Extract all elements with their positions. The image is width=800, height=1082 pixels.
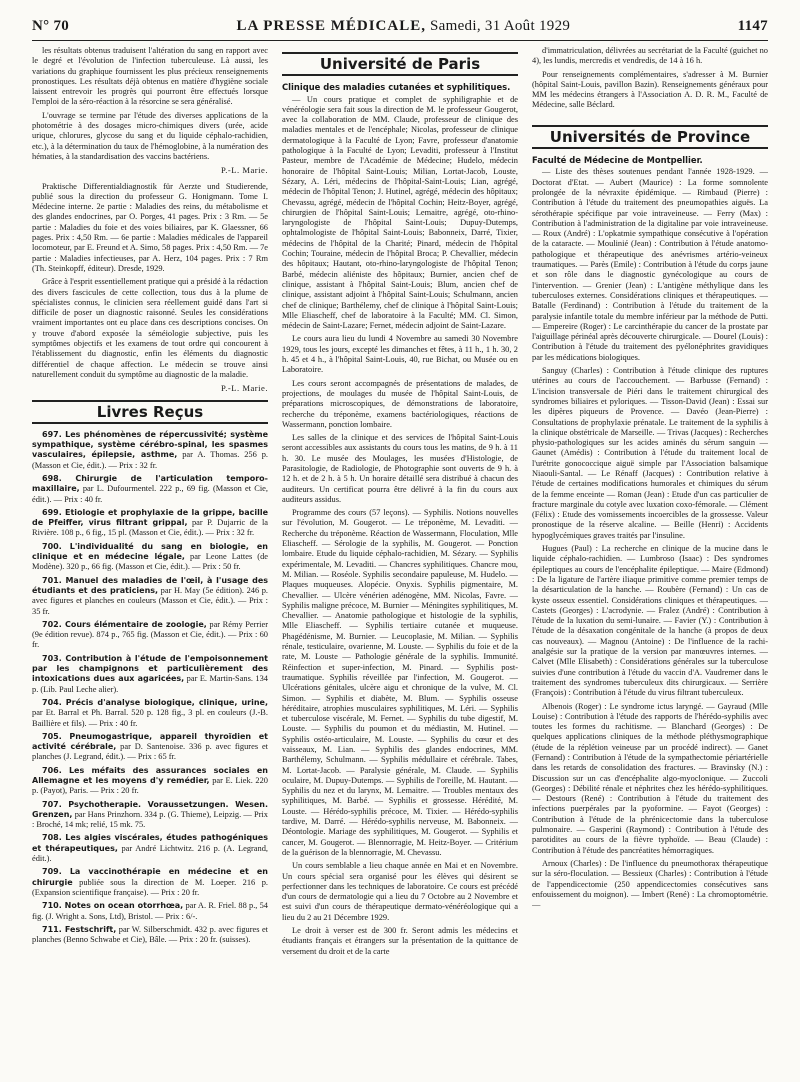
section-title-universite-paris: Université de Paris <box>282 52 518 76</box>
book-details: par H. May (5e édition). 246 p. avec figures et planches en couleurs (Masson et Cie, édit.). — Prix : 35 fr. <box>32 585 268 616</box>
columns <box>32 46 768 1074</box>
book-details: par A. Thomas. 256 p. (Masson et Cie, édit.). — Prix : 32 fr. <box>32 450 268 470</box>
book-entry <box>32 925 268 946</box>
book-details: par Hans Prinzhorn. 334 p. (G. Thieme), Leipzig. — Prix : Broché, 14 mk; relié, 15 mk. 75. <box>32 809 268 830</box>
book-entry <box>32 698 268 729</box>
journal-name: LA PRESSE MÉDICALE, <box>236 17 426 34</box>
book-title: 705. Pneumogastrique, appareil thyroïdien et activité cérébrale, <box>32 731 268 752</box>
book-title: 702. Cours élémentaire de zoologie, <box>42 619 207 629</box>
issue-date: Samedi, 31 Août 1929 <box>430 17 571 34</box>
book-details: par E. Martin-Sans. 134 p. (Lib. Paul Leche alier). <box>32 674 268 694</box>
book-entry <box>32 542 268 573</box>
book-entry <box>32 833 268 864</box>
book-title: 704. Précis d'analyse biologique, clinique, urine, <box>42 697 268 707</box>
book-details: par P. Dujarric de la Rivière. 108 p., 6 fig., 15 pl. (Masson et Cie, édit.). — Prix : 32 fr. <box>32 518 268 538</box>
journal-title <box>237 18 571 35</box>
book-entry <box>32 867 268 898</box>
book-title: 709. La vaccinothérapie en médecine et en chirurgie <box>32 867 268 887</box>
book-title: 697. Les phénomènes de répercussivité; système sympathique, système cérébro-spinal, les spasmes vasculaires, épilepsie, asthme, <box>32 429 268 460</box>
paragraph: Sanguy (Charles) : Contribution à l'étude clinique des ruptures utérines au cours de l'accouchement. — Barbusse (Fernand) : L'incision transversale de Piéri dans le traitement chirurgical des syndromes biliaires et pyloriques. — Tisson-David (Jean) : Essai sur les dipères piqueurs de Provence. — Davéo (Jean-Pierre) : Consultations de prophylaxie prénatale. Le traitement de la syphilis à la clinique obstétricale de Marseille. — Trivas (Jacques) : Recherches physio-pathologiques sur les acides aminés du sérum sanguin — Gaunet (Amédis) : Contribution à l'étude du traitement local de l'urétrite gonococcique aiguë simple par l'Association balsamique Niaouli-Santal. — Le Rénaff (Jacques) : Contribution relative à l'étude de certaines modifications humorales et chimiques du sérum de la femme enceinte — Roman (Jean) : Etude d'un cas particulier de fracture marginale du cotyle avec luxation coxo-fémorale. — Clément (Félix) : Etude des vomissements incoercibles de la grossesse. Valeur pronostique de la réserve alcaline. — Beille (Henri) : Accidents hypoglycémiques graves traités par l'insuline. <box>532 366 768 540</box>
review-heading-paragraph: Praktische Differentialdiagnostik für Aerzte und Studierende, publié sous la direction du professeur G. Honigmann. Tome I. Médecine interne. 2e partie : Maladies des reins, du métabolisme et des glandes endocrines, par O. Porges, 41 pages. Prix : 3 Rm. — 5e partie : Maladies du foie et des voies biliaires, par K. Glaessner, 66 pages. Prix : 4,50 Rm. — 6e partie : Maladies médicales de l'appareil locomoteur, par E. Freund et A. Simo, 58 pages. Prix : 4,50 Rm. — 7e partie : Maladies infectieuses, par A. Herz, 104 pages. Prix : 7 Rm (Th. Steinkopff, éditeur). Dresde, 1929. <box>32 181 268 273</box>
book-title: 711. Festschrift, <box>42 924 117 934</box>
book-details: par D. Santenoise. 336 p. avec figures et planches (J. Legrand, édit.). — Prix : 65 fr. <box>32 742 268 762</box>
signature: P.-L. Marie. <box>220 383 268 394</box>
book-title: 710. Notes on ocean otorrhœa, <box>42 901 184 911</box>
book-details: par W. Silberschmidt. 432 p. avec figures et planches (Benno Schwabe et Cie), Bâle. — Prix : 20 fr. (suisses). <box>32 924 268 945</box>
book-entry <box>32 732 268 763</box>
column-1 <box>32 46 268 1074</box>
paragraph: d'immatriculation, délivrées au secrétariat de la Faculté (guichet no 4), les lundis, mercredis et vendredis, de 14 à 16 h. <box>532 46 768 66</box>
issue-number: N° 70 <box>32 17 70 34</box>
book-title: 701. Manuel des maladies de l'œil, à l'usage des étudiants et des praticiens, <box>32 575 268 595</box>
book-title: 707. Psychotherapie. Voraussetzungen. Wesen. Grenzen, <box>32 799 268 819</box>
paragraph: Le cours aura lieu du lundi 4 Novembre au samedi 30 Novembre 1929, tous les jours, excepté les dimanches et fêtes, à 11 h., 1 h. 30, 2 h. 45 et 4 h., à l'hôpital Saint-Louis, 40, rue Bichat, ou Musée ou en Laboratoire. <box>282 334 518 375</box>
paragraph: Un cours semblable a lieu chaque année en Mai et en Novembre. Un cours spécial sera organisé pour les élèves qui désirent se perfectionner dans les techniques de laboratoire. Ce cours est précédé d'un cours de dermatologie qui a lieu du 7 Octobre au 2 Novembre et est suivi d'un cours de thérapeutique dermato-vénéréologique qui a lieu du 2 au 21 Décembre 1929. <box>282 861 518 922</box>
paragraph: Les salles de la clinique et des services de l'hôpital Saint-Louis seront accessibles aux assistants du cours tous les matins, de 9 h. à 11 h. 30. Le musée des Moulages, les musées d'Histologie, de Parasitologie, de Radiologie, de Photographie sont ouverts de 9 h. à 12 h. et de 2 h. à 5 h. Un horaire détaillé sera distribué à chacun des auditeurs. Un certificat pourra être délivré à la fin du cours aux auditeurs assidus. <box>282 433 518 504</box>
section-title-livres-recus: Livres Reçus <box>32 400 268 424</box>
header-rule <box>32 40 768 41</box>
book-entry <box>32 430 268 471</box>
subsection-title: Clinique des maladies cutanées et syphilitiques. <box>282 82 511 93</box>
paragraph: Pour renseignements complémentaires, s'adresser à M. Burnier (hôpital Saint-Louis, pavillon Bazin). Renseignements généraux pour MM les médecins étrangers à l'Association A. D. R. M., Faculté de Médecine, salle Béclard. <box>532 69 768 110</box>
program-paragraph: Programme des cours (57 leçons). — Syphilis. Notions nouvelles sur l'évolution, M. Gougerot. — Le tréponème, M. Levaditi. — Recherche du tréponème. Réaction de Wassermann, Floculation, Mlle Eliascheff. — Sérologie de la syphilis, M. Gougerot. — Ponction lombaire. Etude du liquide céphalo-rachidien, M. Sézary. — Syphilis expérimentale, M. Levaditi. — Chancres syphilitiques. Chancre mou, M. Milian. — Roséole. Syphilis secondaire papuleuse, M. Hudelo. — Plaques muqueuses. Alopécie. Onyxis. Syphilis pigmentaire, M. Chevallier. — Ulcère vénérien adénogène, MM. Nicolas, Favre. — Syphilis maligne précoce, M. Burnier — Méningites syphilitiques, M. Chevallier. — Anatomie pathologique et histologie de la syphilis, Mlle Eliascheff. — Syphilis tertiaire cutanée et muqueuse. Phagédénisme, M. Burnier. — Leucoplasie, M. Milian. — Syphilis rénale, testiculaire, ovarienne, M. Louste. — Syphilis du foie et de la rate, M. Louste — Pathologie générale de la syphilis. Immunité. Réinfection et super-infection, M. Pinard. — Syphilis post-traumatique. Syphilis réveillée par l'infection, M. Gougerot. — Ulcérations génitales, ulcère aigu et chronique de la vulve, M. Cl. Simon. — Syphilis et diabète, M. Blum. — Syphilis osseuse héréditaire, atrophies musculaires syphilitiques, M. Léri. — Syphilis et tuberculose viscérale, M. Fernet. — Syphilis du tube digestif, M. Louste. — Syphilis du poumon et du médiastin, M. Hutinel. — Syphilis ostéo-articulaire, M. Louste. — Syphilis du cœur et des vaisseaux, M. Lian. — Syphilis des glandes endocrines, MM. Barthélemy, Schulmann. — Syphilis médullaire et cérébrale. Tabes, M. Lortat-Jacob. — Paralysie générale, M. Claude. — Syphilis oculaire, M. Dupuy-Dutemps. — Syphilis de l'oreille, M. Hautant. — Syphilis du nez et du larynx, M. Lemaitre. — Troubles mentaux des syphilitiques, M. Barbé. — Syphilis et grossesse. Hérédité, M. Louste. — Hérédo-syphilis précoce, M. Tixier. — Hérédo-syphilis tardive, M. Darré. — Hérédo-syphilis nerveuse, M. Babonneix. — Déontologie. Mariage des syphilitiques, M. Gougerot. — Syphilis et cancer, M. Gougerot. — Blennorragie, M. Heitz-Boyer. — Critérium de la guérison de la blennorragie, M. Chevassu. <box>282 508 518 857</box>
book-details: publiée sous la direction de M. Loeper. 216 p. (Expansion scientifique française). — Prix : 20 fr. <box>32 877 268 897</box>
subsection-title: Faculté de Médecine de Montpellier. <box>532 155 703 166</box>
book-entry <box>32 901 268 922</box>
book-details: par Leone Lattes (de Modène). 320 p., 66 fig. (Masson et Cie, édit.). — Prix : 50 fr. <box>32 552 268 572</box>
book-entry <box>32 654 268 695</box>
book-title: 698. Chirurgie de l'articulation temporo-maxillaire, <box>32 473 268 494</box>
book-entry <box>32 620 268 651</box>
book-entry <box>32 508 268 539</box>
paragraph: Les cours seront accompagnés de présentations de malades, de projections, de moulages du musée de l'hôpital Saint-Louis, de préparations microscopiques, de démonstrations de laboratoire, recherche du tréponème, examens bactériologiques, réactions de Wassermann, ponction lombaire. <box>282 378 518 429</box>
signature: P.-L. Marie. <box>220 165 268 176</box>
book-title: 700. L'individualité du sang en biologie, en clinique et en médecine légale, <box>32 541 268 562</box>
book-entry <box>32 800 268 831</box>
book-title: 703. Contribution à l'étude de l'empoisonnement par les champignons et particulièrement des intoxications dues aux agaricées, <box>32 653 268 684</box>
section-title-universites-province: Universités de Province <box>532 125 768 149</box>
book-entry <box>32 576 268 617</box>
book-entry <box>32 766 268 797</box>
book-details: par L. Dufourmentel. 222 p., 69 fig. (Masson et Cie, édit.). — Prix : 40 fr. <box>32 484 268 504</box>
paragraph: — Un cours pratique et complet de syphiligraphie et de vénéréologie sera fait sous la direction de M. le professeur Gougerot, avec la collaboration de MM. Claude, professeur de clinique des maladies mentales et de l'encéphale; Nicolas, professeur de clinique dermatologique à la Faculté de Lyon; Favre, professeur d'anatomie pathologique à la Faculté de Lyon; Levaditi, professeur à l'Institut Pasteur, membre de l'Académie de Médecine; Hudelo, médecin honoraire de l'hôpital Saint-Louis; Milian, Lortat-Jacob, Louste, Sézary, A. Léri, médecins de l'hôpital-Saint-Louis; Lian, agrégé, médecin de l'hôpital Tenon; J. Hutinel, agrégé, médecin des hôpitaux; Chevassu, agrégé, médecin de l'hôpital Cochin; Heitz-Boyer, agrégé, chirurgien de l'hôpital Saint-Louis; Lemaitre, agrégé, oto-rhino-laryngologiste de l'hôpital Saint-Louis; Dupuy-Dutemps, ophtalmologiste de l'hôpital Saint-Louis; Babonneix, Darré, Tixier, médecins de l'hôpital de la Charité; Pinard, médecin de l'hôpital Cochin; Touraine, médecin de l'hôpital Broca; P. Chevallier, médecin des hôpitaux; Hautant, oto-rhino-laryngologiste de l'hôpital Tenon; Barbé, médecin aliéniste des hôpitaux; Burnier, ancien chef de clinique, assistant à l'hôpital Saint-Louis; Blum, ancien chef de clinique, assistant adjoint à l'hôpital Saint-Louis; Schulmann, ancien chef de clinique; Barthélemy, chef de clinique à l'hôpital Saint-Louis; Mlle Eliascheff, chef de laboratoire à la Faculté; MM. Cl. Simon, médecin de Saint-Lazare; Fernet, médecin adjoint de Saint-Lazare. <box>282 94 518 331</box>
paragraph: Le droit à verser est de 300 fr. Seront admis les médecins et étudiants français et étrangers sur la présentation de la quittance de versement du droit et de la carte <box>282 926 518 956</box>
book-details: par Et. Barral et Ph. Barral. 520 p. 128 fig., 3 pl. en couleurs (J.-B. Baillière et fils). — Prix : 40 fr. <box>32 708 268 728</box>
column-3 <box>532 46 768 1074</box>
book-title: 708. Les algies viscérales, études pathogéniques et thérapeutiques, <box>32 833 268 853</box>
page-header <box>32 14 768 38</box>
book-details: par André Lichtwitz. 216 p. (A. Legrand, édit.). <box>32 843 268 864</box>
paragraph: Arnoux (Charles) : De l'influence du pneumothorax thérapeutique sur la séro-floculation. — Bessieux (Charles) : Contribution à l'étude de l'appendicectomie (250 appendicectomies consécutives sans enfouissement du moignon). — Imbert (René) : La chromoptométrie. — <box>532 858 768 910</box>
paragraph: — Liste des thèses soutenues pendant l'année 1928-1929. — Doctorat d'Etat. — Aubert (Maurice) : La forme somnolente prolongée de la névraxite épidémique. — Rimbaud (Pierre) : Contribution à l'étude du traitement des pneumopathies aiguës. La sérothérapie spécifique par voie intraveineuse. — Ferry (Max) : Contribution à l'administration de la digitaline par voie intraveineuse. — Roux (André) : L'opkatmie sympathique consécutive à l'opération de la cataracte. — Moulinié (Jean) : Contribution à l'étude anatomo-pathologique et thérapeutique des anévrismes artério-veineux traumatiques. — Parès (Emile) : Contribution à l'étude du corps jaune et son rôle dans le diagnostic gynécologique au cours de l'intervention. — Grenier (Jean) : L'antigène méthylique dans les tuberculoses externes. Considérations cliniques et thérapeutiques. — Batalle (Ferdinand) : Contribution à l'étude du traitement de la paralysie infantile totale du membre inférieur par la méthode de Putti. — Empereire (Roger) : Le carcinthérapie du cancer de la prostate par l'aiguillage périnéal après découverte chirurgicale. — Dourel (Louis) : Contribution à l'étude du traitement des pyélonéphrites gravidiques par les médications biologiques. <box>532 167 768 362</box>
book-details: par A. R. Friel. 88 p., 54 fig. (J. Wright a. Sons, Ltd), Bristol. — Prix : 6/-. <box>32 901 268 921</box>
paragraph: L'ouvrage se termine par l'étude des diverses applications de la photométrie à des dosages micro-chimiques divers (urée, acide urique, chlorures, glycose du sang et du liquide céphalo-rachidien, etc.), à la détermination du taux de l'hémoglobine, à la numération des hématies, à la standardisation des vaccins bactériens. <box>32 110 268 161</box>
book-title: 706. Les méfaits des assurances sociales en Allemagne et les moyens d'y remédier, <box>32 765 268 785</box>
paragraph: Albenois (Roger) : Le syndrome ictus laryngé. — Gayraud (Mlle Louise) : Contribution à l'étude des rapports de l'hérédo-syphilis avec toutes les formes du rachitisme. — Blanchard (Georges) : De quelques applications cliniques de la méthode pléthysmographique (étude de la réplétion veineuse par un procédé indirect). — Ganet (Fernand) : Contribution à l'étude de la sympathectomie périartérielle dans les retards de consolidation des fractures. — Bravinsky (N.) : Discussion sur un cas d'encéphalite algo-myoclonique. — Zuccoli (Georges) : Débilité rénale et néphrites chez les hérédo-syphilitiques. — Destours (René) : Contribution à l'étude du traitement des infections puerpérales par la pyoformine. — Fayot (Georges) : Contribution à l'étude de la phrénicectomie dans la tuberculose pulmonaire. — Gasperini (Raymond) : Contribution à l'étude des parotidites au cours de la fièvre typhoïde. — Beau (Claude) : Contribution à l'étude des pancréatites hémorragiques. <box>532 701 768 855</box>
book-details: par E. Liek. 220 p. (Payot), Paris. — Prix : 20 fr. <box>32 776 268 796</box>
paragraph: les résultats obtenus traduisent l'altération du sang en rapport avec le degré et l'évolution de l'infection tuberculeuse. Là aussi, les variations du graphique fournissent les plus précieux renseignements pronostiques. Les résultats déjà obtenus en matière d'hygiène sociale laissent entrevoir les progrès qui pourront être effectués lorsque l'emploi de la séro-réaction à la résorcine se sera généralisé. <box>32 46 268 107</box>
books-list <box>32 430 268 946</box>
book-details: par Rémy Perrier (9e édition revue). 874 p., 765 fig. (Masson et Cie, édit.). — Prix : 60 fr. <box>32 619 268 650</box>
paragraph: Grâce à l'esprit essentiellement pratique qui a présidé à la rédaction des divers fascicules de cette collection, tous dus à la plume de spécialistes connus, le clinicien sera réellement guidé dans l'art si difficile de poser un diagnostic raisonné. Seules les considérations vraiment importantes ont eu place dans ces descriptions concises. On y trouve d'abord exposée la séméiologie subjective, puis les symptômes objectifs et les examens de tout ordre qui concourent à l'établissement du diagnostic, enfin les éléments du diagnostic différentiel de chaque affection. Le médecin se trouve ainsi naturellement conduit du symptôme au diagnostic de la maladie. <box>32 277 268 379</box>
page-number: 1147 <box>737 17 768 34</box>
column-2 <box>282 46 518 1074</box>
book-entry <box>32 474 268 505</box>
paragraph: Hugues (Paul) : La recherche en clinique de la mucine dans le liquide céphalo-rachidien. — Lumbroso (Isaac) : Des syndromes épileptiques au cours de l'encéphalite épileptique. — Maire (Edmond) : De la ligature de l'artère iliaque primitive comme premier temps de la désarticulation de la hanche. — Roubère (Fernand) : Un cas de kyste osseux essentiel. Considérations cliniques et thérapeutiques. — Castets (Georges) : L'acrodynie. — Fralez (André) : Contribution à l'étude de la luxation du semi-lunaire. — Favier (Y.) : Contribution à l'étude de la désaxation congénitale de la hanche (à propos de deux cas nouveaux). — Magnou (Antoine) : De l'influence de la rachi-analgésie sur la pratique de la version par manœuvres internes. — Calvet (Mlle Elisabeth) : Considérations générales sur la tuberculose suivies d'une contribution à l'étude du vaccin d'A. Vaudremer dans le traitement des syndromes tuberculeux dits chirurgicaux. — Serrière (François) : Contribution à l'étude du virus filtrant tuberculeux. <box>532 544 768 698</box>
book-title: 699. Etiologie et prophylaxie de la grippe, bacille de Pfeiffer, virus filtrant grippal, <box>32 507 268 528</box>
